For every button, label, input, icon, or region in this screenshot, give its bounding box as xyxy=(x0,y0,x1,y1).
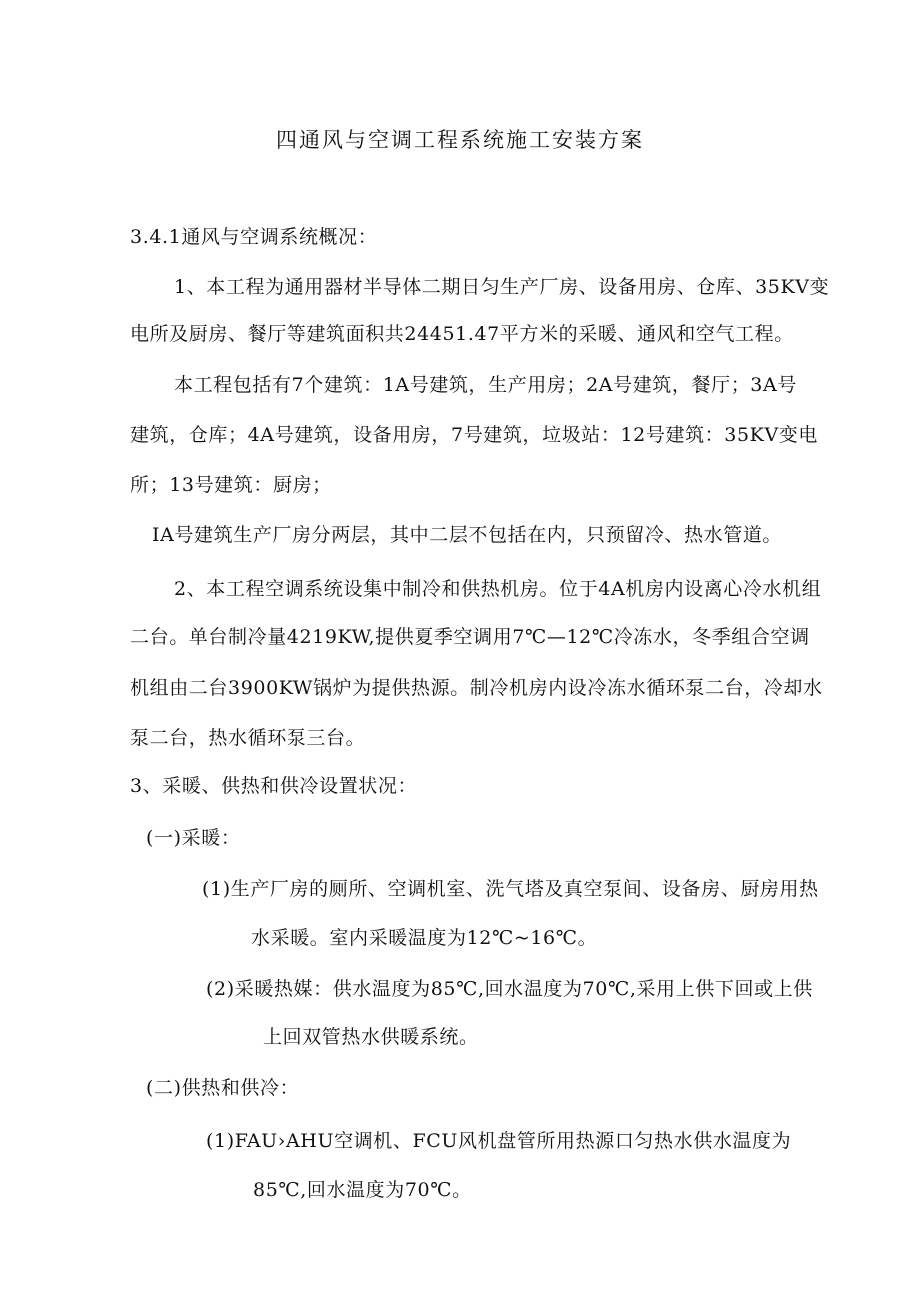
paragraph-line: 电所及厨房、餐厅等建筑面积共24451.47平方米的采暖、通风和空气工程。 xyxy=(130,323,794,345)
section-heading: 3、采暖、供热和供冷设置状况： xyxy=(130,775,418,797)
subsection-heading: (二)供热和供冷： xyxy=(146,1077,300,1099)
paragraph-line: 机组由二台3900KW锅炉为提供热源。制冷机房内设冷冻水循环泵二台，冷却水 xyxy=(130,677,823,699)
paragraph-line: 泵二台，热水循环泵三台。 xyxy=(130,727,366,749)
list-item-line: 水采暖。室内采暖温度为12℃~16℃。 xyxy=(251,927,598,949)
list-item-line: (1)生产厂房的厕所、空调机室、洗气塔及真空泵间、设备房、厨房用热 xyxy=(202,878,819,900)
paragraph-line: 所；13号建筑：厨房； xyxy=(130,474,332,496)
paragraph-line: IA号建筑生产厂房分两层，其中二层不包括在内，只预留冷、热水管道。 xyxy=(152,524,783,546)
list-item-line: 上回双管热水供暖系统。 xyxy=(263,1026,479,1048)
paragraph-line: 2、本工程空调系统设集中制冷和供热机房。位于4A机房内设离心冷水机组 xyxy=(174,578,822,600)
paragraph-line: 1、本工程为通用器材半导体二期日匀生产厂房、设备用房、仓库、35KV变 xyxy=(174,276,830,298)
paragraph-line: 建筑，仓库；4A号建筑，设备用房，7号建筑，垃圾站：12号建筑：35KV变电 xyxy=(130,424,818,446)
paragraph-line: 本工程包括有7个建筑：1A号建筑，生产用房；2A号建筑，餐厅；3A号 xyxy=(174,374,797,396)
list-item-line: (2)采暖热媒：供水温度为85℃,回水温度为70℃,采用上供下回或上供 xyxy=(206,978,813,1000)
list-item-line: 85℃,回水温度为70℃。 xyxy=(253,1179,472,1201)
paragraph-line: 二台。单台制冷量4219KW,提供夏季空调用7℃—12℃冷冻水，冬季组合空调 xyxy=(130,626,810,648)
list-item-line: (1)FAU›AHU空调机、FCU风机盘管所用热源口匀热水供水温度为 xyxy=(206,1130,792,1152)
document-title: 四通风与空调工程系统施工安装方案 xyxy=(276,128,644,152)
subsection-heading: (一)采暖： xyxy=(146,827,241,849)
section-heading: 3.4.1通风与空调系统概况： xyxy=(130,226,378,248)
